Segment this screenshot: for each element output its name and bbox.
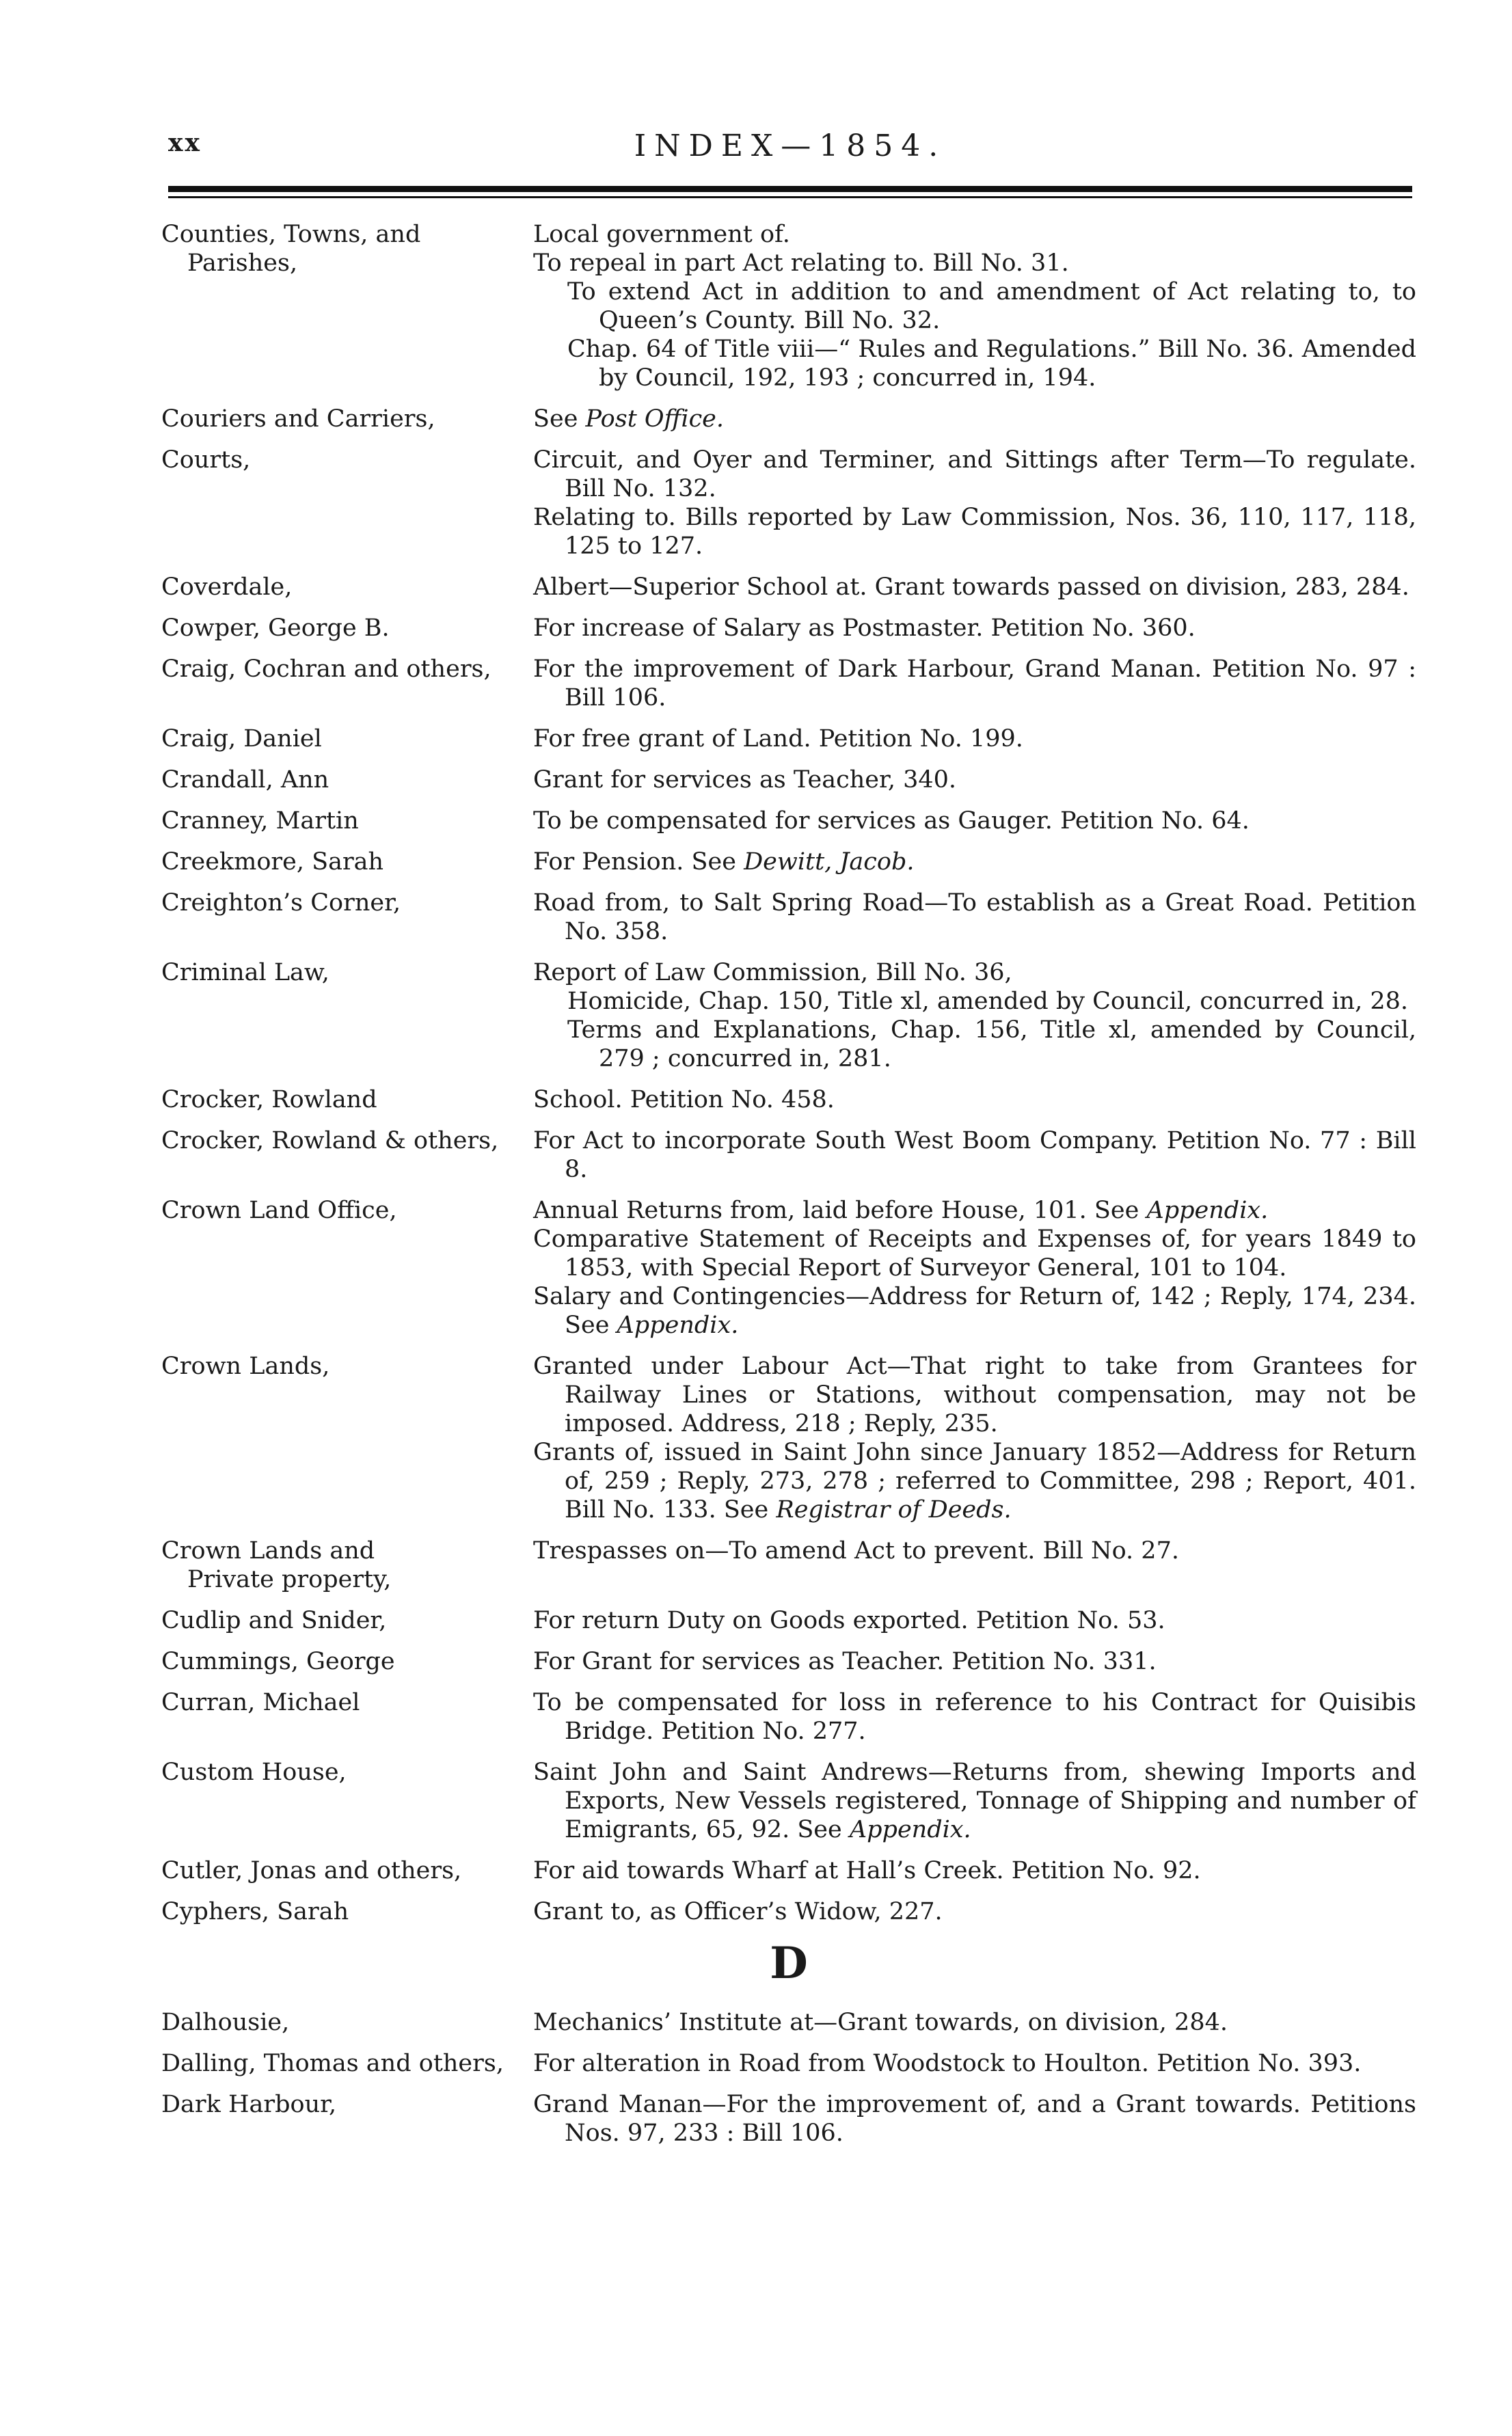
index-entry [161,848,1416,876]
index-description [517,1758,1416,1844]
index-term [161,573,517,601]
index-description [517,573,1416,601]
index-term [161,2090,517,2148]
index-term-line: Craig, Cochran and others, [161,655,491,683]
index-term [161,1647,517,1676]
index-description [517,1897,1416,1926]
index-description [517,766,1416,794]
index-term [161,1085,517,1114]
index-description-line: Mechanics’ Institute at—Grant towards, on division, 284. [533,2009,1228,2036]
index-term [161,1758,517,1844]
index-term-line: Crocker, Rowland & others, [161,1127,499,1154]
index-term [161,1537,517,1594]
index-description [517,220,1416,392]
index-description-line: To be compensated for services as Gauger. Petition No. 64. [533,807,1250,835]
index-entry [161,1196,1416,1340]
index-term [161,614,517,642]
index-entry [161,220,1416,392]
index-description-line: To extend Act in addition to and amendment of Act relating to, to Queen’s County. Bill No. 32. [567,278,1416,334]
index-term-line: Cudlip and Snider, [161,1607,387,1634]
page-number: xx [168,128,202,157]
index-entry [161,573,1416,601]
index-entry [161,2049,1416,2078]
index-description-line: Grants of, issued in Saint John since January 1852—Address for Return of, 259 ; Reply, 273, 278 ; referred to Committee, 298 ; Report, 401. Bill No. 133. See Registrar of Deeds. [533,1439,1416,1524]
index-entry [161,807,1416,835]
index-description-line: Granted under Labour Act—That right to take from Grantees for Railway Lines or Stations, without compensation, may not be imposed. Address, 218 ; Reply, 235. [533,1353,1416,1437]
index-entry [161,1606,1416,1635]
index-description [517,807,1416,835]
index-entry [161,405,1416,433]
index-description [517,2049,1416,2078]
index-term-line: Courts, [161,446,251,474]
index-description [517,614,1416,642]
index-term-line: Coverdale, [161,573,293,601]
index-description-line: For the improvement of Dark Harbour, Grand Manan. Petition No. 97 : Bill 106. [533,655,1416,712]
index-entry [161,889,1416,946]
index-term [161,848,517,876]
index-description-line: Grant to, as Officer’s Widow, 227. [533,1898,943,1925]
index-description [517,446,1416,560]
index-entry [161,446,1416,560]
index-description [517,1688,1416,1746]
index-description-line: Chap. 64 of Title viii—“ Rules and Regulations.” Bill No. 36. Amended by Council, 192, 193 ; concurred in, 194. [567,336,1416,392]
index-entry [161,725,1416,753]
index-description [517,725,1416,753]
index-term-line: Crandall, Ann [161,766,329,794]
index-term [161,405,517,433]
index-description-line: School. Petition No. 458. [533,1086,835,1113]
cross-reference: Dewitt, Jacob. [744,848,915,876]
index-term [161,958,517,1073]
index-term-line: Curran, Michael [161,1689,360,1716]
index-description [517,655,1416,712]
index-term-line: Dalhousie, [161,2009,290,2036]
index-description-line: Road from, to Salt Spring Road—To establish as a Great Road. Petition No. 358. [533,889,1416,945]
index-description [517,1647,1416,1676]
index-section-d [161,2008,1416,2148]
index-description-line: For alteration in Road from Woodstock to Houlton. Petition No. 393. [533,2050,1362,2077]
index-term [161,446,517,560]
index-term-line: Crown Lands, [161,1353,330,1380]
index-description [517,848,1416,876]
index-term [161,1897,517,1926]
index-description-line: Local government of. [533,221,790,248]
index-description-line: For Grant for services as Teacher. Petition No. 331. [533,1648,1157,1675]
index-description-line: Albert—Superior School at. Grant towards passed on division, 283, 284. [533,573,1409,601]
index-term-line: Counties, Towns, and [161,221,421,248]
index-entry [161,1352,1416,1524]
header-rule-thick [168,186,1412,192]
index-term-line: Dalling, Thomas and others, [161,2050,504,2077]
cross-reference: Appendix. [617,1312,739,1339]
index-description-line: For return Duty on Goods exported. Petition No. 53. [533,1607,1165,1634]
index-description [517,1856,1416,1885]
index-section-c [161,220,1416,1926]
page-title: INDEX—1854. [634,128,947,163]
index-term [161,655,517,712]
index-entry [161,2008,1416,2037]
index-term-line: Custom House, [161,1759,347,1786]
index-term-line: Cyphers, Sarah [161,1898,349,1925]
index-description-line: See Post Office. [533,405,725,433]
index-description-line: Homicide, Chap. 150, Title xl, amended by Council, concurred in, 28. [567,988,1409,1015]
index-entry [161,766,1416,794]
index-entry [161,1537,1416,1594]
header-rule-thin [168,196,1412,198]
index-description-line: Salary and Contingencies—Address for Return of, 142 ; Reply, 174, 234. See Appendix. [533,1283,1416,1339]
index-description-line: Relating to. Bills reported by Law Commission, Nos. 36, 110, 117, 118, 125 to 127. [533,504,1416,560]
index-term-line: Craig, Daniel [161,725,322,753]
index-entry [161,1856,1416,1885]
index-description-line: For free grant of Land. Petition No. 199. [533,725,1023,753]
index-description-line: To be compensated for loss in reference to his Contract for Quisibis Bridge. Petition No. 277. [533,1689,1416,1745]
index-term-line: Private property, [187,1566,392,1593]
index-description-line: Terms and Explanations, Chap. 156, Title xl, amended by Council, 279 ; concurred in, 281. [567,1016,1416,1072]
index-term-line: Couriers and Carriers, [161,405,435,433]
index-description-line: Saint John and Saint Andrews—Returns from, shewing Imports and Exports, New Vessels registered, Tonnage of Shipping and number of Emigrants, 65, 92. See Appendix. [533,1759,1416,1843]
cross-reference: Registrar of Deeds. [776,1496,1012,1524]
index-description [517,1352,1416,1524]
index-entry [161,1085,1416,1114]
index-term-line: Criminal Law, [161,959,329,986]
cross-reference: Post Office. [585,405,725,433]
index-entry [161,1897,1416,1926]
index-entry [161,614,1416,642]
index-description [517,2090,1416,2148]
index-term [161,1196,517,1340]
index-term [161,1688,517,1746]
index-term-line: Parishes, [187,249,298,277]
index-description-line: Grant for services as Teacher, 340. [533,766,957,794]
index-term-line: Creighton’s Corner, [161,889,401,917]
index-description-line: To repeal in part Act relating to. Bill No. 31. [533,249,1069,277]
index-term [161,1126,517,1184]
cross-reference: Appendix. [1146,1197,1269,1224]
index-term-line: Cowper, George B. [161,614,390,642]
index-description-line: For aid towards Wharf at Hall’s Creek. Petition No. 92. [533,1857,1201,1884]
index-entry [161,1647,1416,1676]
index-description [517,958,1416,1073]
index-description-line: Trespasses on—To amend Act to prevent. Bill No. 27. [533,1537,1179,1565]
index-term-line: Dark Harbour, [161,2091,337,2118]
index-term [161,1606,517,1635]
index-description [517,405,1416,433]
index-term-line: Creekmore, Sarah [161,848,384,876]
index-description-line: Comparative Statement of Receipts and Expenses of, for years 1849 to 1853, with Special Report of Surveyor General, 101 to 104. [533,1226,1416,1282]
index-description [517,1085,1416,1114]
index-term [161,889,517,946]
index-description [517,889,1416,946]
index-term-line: Crocker, Rowland [161,1086,377,1113]
index-entry [161,655,1416,712]
index-description [517,1196,1416,1340]
index-entry [161,1126,1416,1184]
index-description [517,2008,1416,2037]
index-term [161,1352,517,1524]
index-description-line: Grand Manan—For the improvement of, and a Grant towards. Petitions Nos. 97, 233 : Bill 106. [533,2091,1416,2147]
index-term [161,2008,517,2037]
index-term-line: Cummings, George [161,1648,395,1675]
index-term [161,725,517,753]
index-description-line: For Act to incorporate South West Boom Company. Petition No. 77 : Bill 8. [533,1127,1416,1183]
index-term-line: Cutler, Jonas and others, [161,1857,462,1884]
index-entry [161,2090,1416,2148]
index-term [161,220,517,392]
index-description [517,1126,1416,1184]
index-term [161,766,517,794]
index-term [161,807,517,835]
index-term [161,2049,517,2078]
index-description-line: For increase of Salary as Postmaster. Petition No. 360. [533,614,1196,642]
section-letter: D [770,1938,808,1989]
index-content [161,220,1416,2160]
page-header [168,128,1412,176]
index-description [517,1606,1416,1635]
index-description-line: Report of Law Commission, Bill No. 36, [533,959,1012,986]
index-description-line: For Pension. See Dewitt, Jacob. [533,848,915,876]
index-entry [161,1758,1416,1844]
index-description [517,1537,1416,1594]
index-description-line: Circuit, and Oyer and Terminer, and Sittings after Term—To regulate. Bill No. 132. [533,446,1416,502]
index-term-line: Cranney, Martin [161,807,359,835]
index-description-line: Annual Returns from, laid before House, 101. See Appendix. [533,1197,1269,1224]
index-entry [161,958,1416,1073]
index-term-line: Crown Lands and [161,1537,375,1565]
cross-reference: Appendix. [849,1816,971,1843]
index-term-line: Crown Land Office, [161,1197,397,1224]
index-entry [161,1688,1416,1746]
index-term [161,1856,517,1885]
